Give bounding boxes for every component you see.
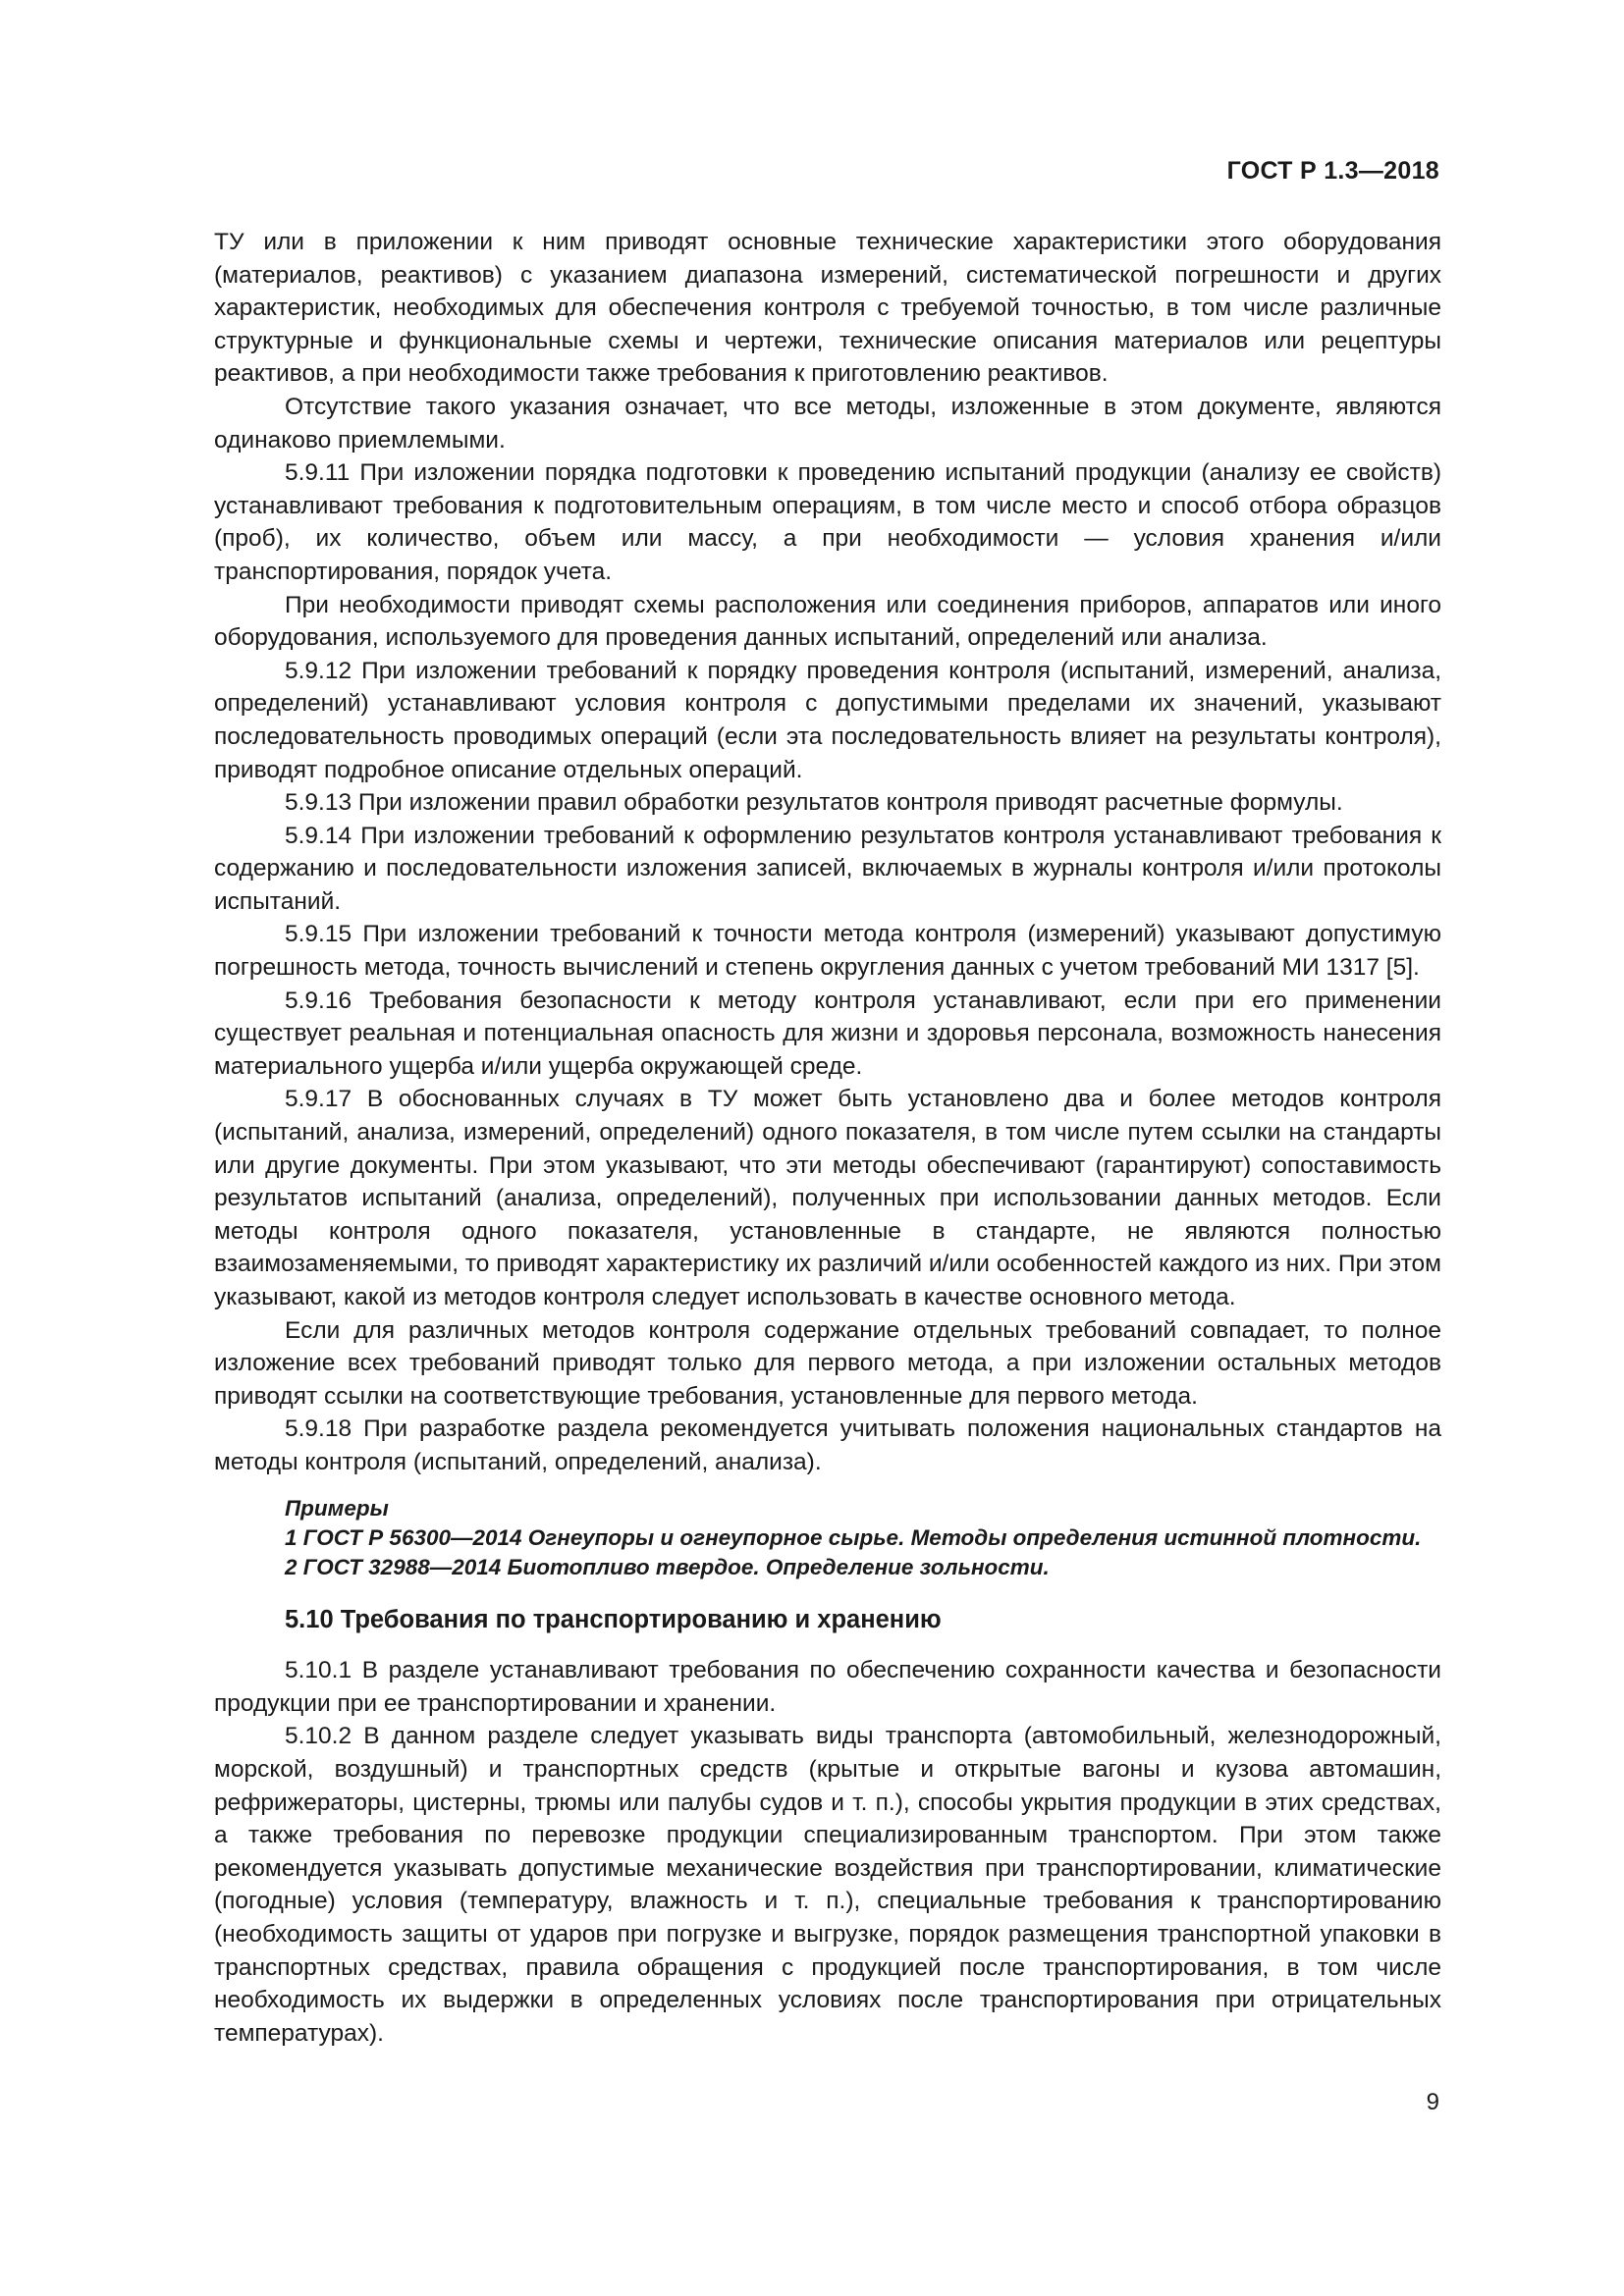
clause-5-9-11: 5.9.11 При изложении порядка подготовки к проведению испытаний продукции (анализу ее свойств) устанавливают требования к подготовительным операциям, в том числе место и способ отбора образцов (проб), их количество, объем или массу, а при необходимости — условия хранения и/или транспортирования, порядок учета. [214,459,1441,585]
clause-5-9-18: 5.9.18 При разработке раздела рекомендуется учитывать положения национальных стандартов на методы контроля (испытаний, определений, анализа). [214,1415,1441,1475]
page-number: 9 [1426,2089,1439,2115]
examples-title: Примеры [285,1495,389,1521]
clause-5-9-15: 5.9.15 При изложении требований к точности метода контроля (измерений) указывают допустимую погрешность метода, точность вычислений и степень округления данных с учетом требований МИ 1317 [5]. [214,921,1441,982]
clause-5-9-14: 5.9.14 При изложении требований к оформлению результатов контроля устанавливают требования к содержанию и последовательности изложения записей, включаемых в журналы контроля и/или протоколы испытаний. [214,822,1441,915]
clause-5-10-2: 5.10.2 В данном разделе следует указывать виды транспорта (автомобильный, железнодорожный, морской, воздушный) и транспортных средств (крытые и открытые вагоны и кузова автомашин, рефрижераторы, цистерны, трюмы или палубы судов и т. п.), способы укрытия продукции в этих средствах, а также требования по перевозке продукции специализированным транспортом. При этом также рекомендуется указывать допустимые механические воздействия при транспортировании, климатические (погодные) условия (температуру, влажность и т. п.), специальные требования к транспортированию (необходимость защиты от ударов при погрузке и выгрузке, порядок размещения транспортной упаковки в транспортных средствах, правила обращения с продукцией после транспортирования, в том числе необходимость их выдержки в определенных условиях после транспортирования при отрицательных температурах). [214,1723,1441,2047]
example-item: 2 ГОСТ 32988—2014 Биотопливо твердое. Определение зольности. [285,1554,1050,1579]
examples-block [214,1494,1441,1582]
paragraph: Отсутствие такого указания означает, что все методы, изложенные в этом документе, являются одинаково приемлемыми. [214,393,1441,454]
clause-5-10-1: 5.10.1 В разделе устанавливают требования по обеспечению сохранности качества и безопасности продукции при ее транспортировании и хранении. [214,1657,1441,1717]
clause-5-9-17: 5.9.17 В обоснованных случаях в ТУ может быть установлено два и более методов контроля (испытаний, анализа, измерений, определений) одного показателя, в том числе путем ссылки на стандарты или другие документы. При этом указывают, что эти методы обеспечивают (гарантируют) сопоставимость результатов испытаний (анализа, определений), полученных при использовании данных методов. Если методы контроля одного показателя, установленные в стандарте, не являются полностью взаимозаменяемыми, то приводят характеристику их различий и/или особенностей каждого из них. При этом указывают, какой из методов контроля следует использовать в качестве основного метода. [214,1086,1441,1310]
document-designation: ГОСТ Р 1.3—2018 [1226,157,1439,185]
section-heading-5-10: 5.10 Требования по транспортированию и хранению [285,1605,942,1633]
paragraph-continuation: ТУ или в приложении к ним приводят основные технические характеристики этого оборудования (материалов, реактивов) с указанием диапазона измерений, систематической погрешности и других характеристик, необходимых для обеспечения контроля с требуемой точностью, в том числе различные структурные и функциональные схемы и чертежи, технические описания материалов или рецептуры реактивов, а при необходимости также требования к приготовлению реактивов. [214,229,1441,388]
example-item: 1 ГОСТ Р 56300—2014 Огнеупоры и огнеупорное сырье. Методы определения истинной плотности. [285,1524,1422,1550]
clause-5-9-16: 5.9.16 Требования безопасности к методу контроля устанавливают, если при его применении существует реальная и потенциальная опасность для жизни и здоровья персонала, возможность нанесения материального ущерба и/или ущерба окружающей среде. [214,987,1441,1080]
document-body [214,226,1441,2050]
paragraph: Если для различных методов контроля содержание отдельных требований совпадает, то полное изложение всех требований приводят только для первого метода, а при изложении остальных методов приводят ссылки на соответствующие требования, установленные для первого метода. [214,1316,1441,1410]
clause-5-9-13: 5.9.13 При изложении правил обработки результатов контроля приводят расчетные формулы. [285,789,1343,817]
clause-5-9-12: 5.9.12 При изложении требований к порядку проведения контроля (испытаний, измерений, анализа, определений) устанавливают условия контроля с допустимыми пределами их значений, указывают последовательность проводимых операций (если эта последовательность влияет на результаты контроля), приводят подробное описание отдельных операций. [214,657,1441,783]
paragraph: При необходимости приводят схемы расположения или соединения приборов, аппаратов или иного оборудования, используемого для проведения данных испытаний, определений или анализа. [214,591,1441,652]
